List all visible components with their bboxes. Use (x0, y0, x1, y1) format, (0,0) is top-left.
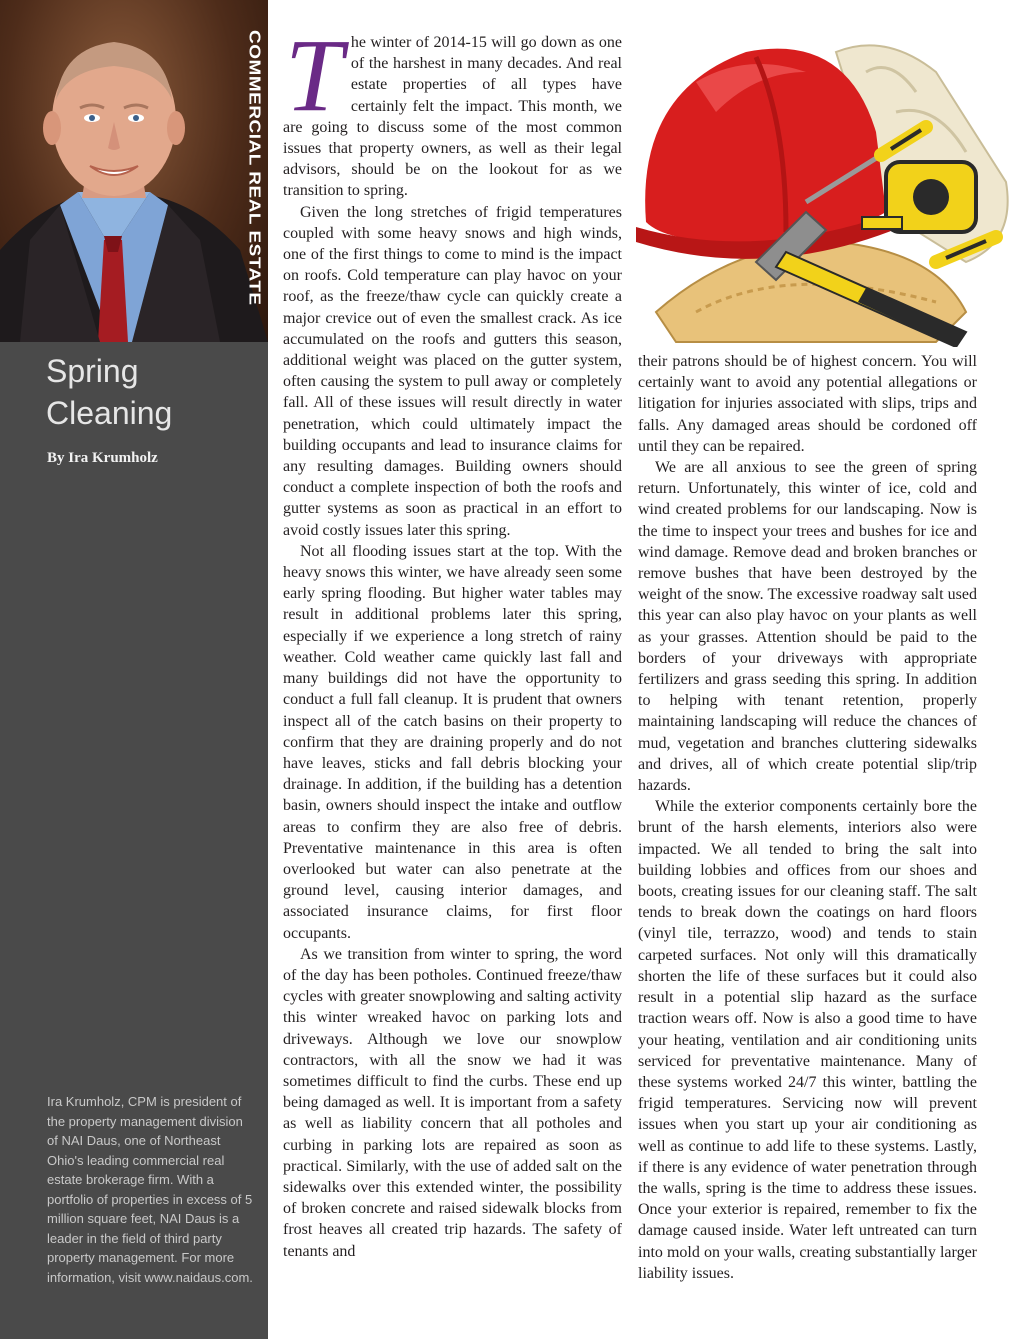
article-column-1 (283, 18, 622, 1262)
author-bio: Ira Krumholz, CPM is president of the property management division of NAI Daus, one of Northeast Ohio's leading commercial real estate brokerage firm. With a portfolio of properties in excess of 5 million square feet, NAI Daus is a leader in the field of third party property management. For more information, visit www.naidaus.com. (47, 1094, 253, 1285)
author-portrait-icon (0, 0, 268, 342)
paragraph-text: he winter of 2014-15 will go down as one of the harshest in many decades. And real estate properties of all types have certainly felt the impact. This month, we are going to discuss some of the most common issues that property owners, as well as their legal advisors, should be on the lookout for as we transition to spring. (283, 34, 622, 200)
sidebar (0, 0, 268, 1339)
title-line: Spring (46, 353, 139, 389)
article-column-2 (638, 351, 977, 1284)
article-paragraph: Given the long stretches of frigid temperatures coupled with some heavy snows and high winds, one of the first things to come to mind is the impact on roofs. Cold temperature can play havoc on your roof, as the freeze/thaw cycle can quickly create a major crevice out of even the smallest crack. As ice accumulated on the roofs and gutters this season, additional weight was placed on the gutter system, often causing the system to pull away or completely fall. All of these issues will result directly in water penetration, which could ultimately impact the building occupants and lead to insurance claims for any resulting damages. Building owners should conduct a complete inspection of both the roofs and gutter systems as soon as practical in an effort to avoid costly issues later this spring. (283, 203, 622, 539)
drop-cap: T (285, 18, 343, 133)
article-paragraph (283, 18, 622, 202)
author-photo (0, 0, 268, 342)
article-paragraph: their patrons should be of highest concern. You will certainly want to avoid any potential allegations or litigation for injuries associated with slips, trips and falls. Any damaged areas should be cordoned off until they can be repaired. (638, 353, 977, 455)
article-paragraph: As we transition from winter to spring, the word of the day has been potholes. Continued freeze/thaw cycles with greater snowplowing and salting activity this winter wreaked havoc on parking lots and driveways. Although we love our snowplow contractors, with all the snow we had it was sometimes difficult to find the curbs. These end up being damaged as well. It is important from a safety as well as liability concern that all potholes and curbing in parking lots are repaired as soon as practical. Similarly, with the use of added salt on the sidewalks over this extended winter, the possibility of broken concrete and raised sidewalk blocks from frost heaves all created trip hazards. The safety of tenants and (283, 945, 622, 1260)
article-title (46, 350, 256, 434)
article-paragraph: Not all flooding issues start at the top. With the heavy snows this winter, we have already seen some early spring flooding. But higher water tables may result in additional problems later this spring, especially if we experience a long stretch of rainy weather. Cold weather came quickly last fall and many buildings did not have the opportunity to conduct a full fall cleanup. It is prudent that owners inspect all of the catch basins on their property to confirm that they are draining properly and do not have leaves, sticks and fall debris blocking your drainage. In addition, if the building has a detention basin, owners should inspect the intake and outflow areas to confirm they are also free of debris. Preventative maintenance in this area is often overlooked but water can also penetrate at the ground level, causing interior damages, and associated insurance claims, for first floor occupants. (283, 542, 622, 942)
article-paragraph: While the exterior components certainly bore the brunt of the harsh elements, interiors also were impacted. We all tended to bring the salt into building lobbies and offices from our shoes and boots, creating issues for our cleaning staff. The salt tends to break down the coatings on hard floors (vinyl tile, terrazzo, wood) and tends to stain carpeted surfaces. Not only will this dramatically shorten the life of these surfaces but it could also result in a potential slip hazard as the surface traction wears off. Now is also a good time to have your heating, ventilation and air conditioning units serviced for preventative maintenance. Many of these systems worked 24/7 this winter, battling the frigid temperatures. Servicing now will prevent issues when you start up your air conditioning as well as continue to add life to these systems. Lastly, if there is any evidence of water penetration through the walls, spring is the time to address these issues. Once your exterior is repaired, remember to fix the damage caused inside. Water left untreated can turn into mold on your walls, creating substantially larger liability issues. (638, 798, 977, 1282)
title-line: Cleaning (46, 395, 173, 431)
hard-hat-tools-icon (636, 12, 1016, 347)
tools-image (636, 12, 1016, 347)
section-label: COMMERCIAL REAL ESTATE (245, 30, 263, 306)
article-paragraph: We are all anxious to see the green of spring return. Unfortunately, this winter of ice, cold and wind created problems for our landscaping. Now is the time to inspect your trees and bushes for ice and wind damage. Remove dead and broken branches or remove bushes that have been destroyed by the weight of the snow. The excessive roadway salt used this year can also play havoc on your plants as well as your grasses. Attention should be paid to the borders of your driveways with appropriate fertilizers and grass seeding this spring. In addition to helping with tenant retention, properly maintaining landscaping will reduce the chances of mud, vegetation and branches cluttering sidewalks and drives, all of which create potential slip/trip hazards. (638, 459, 977, 795)
byline: By Ira Krumholz (47, 450, 158, 466)
